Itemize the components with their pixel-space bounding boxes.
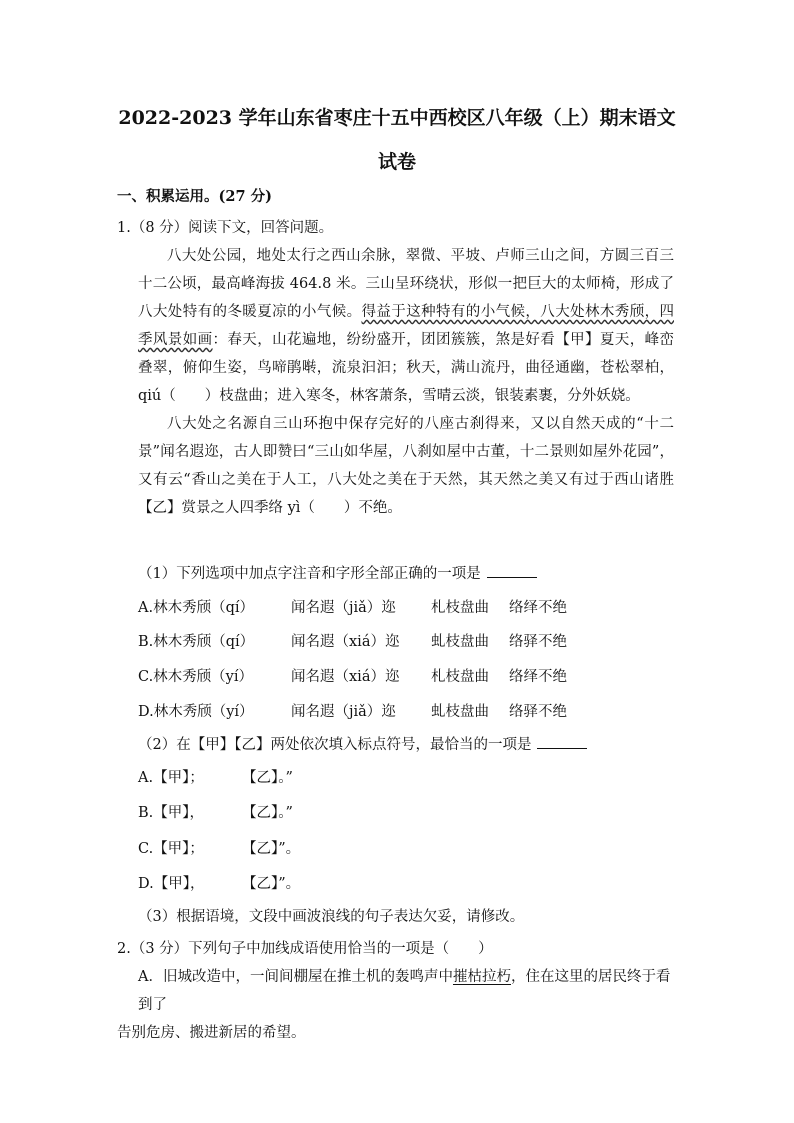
passage-paragraph-1 — [138, 242, 674, 410]
section-heading: 一、积累运用。(27 分) — [117, 188, 272, 205]
option-cell: 闻名遐（xiá）迩 — [291, 669, 400, 685]
sub-question-1-text: （1）下列选项中加点字注音和字形全部正确的一项是 — [138, 566, 481, 582]
option-cell: 络驿不绝 — [509, 634, 567, 650]
option-cell: 络驿不绝 — [509, 704, 567, 720]
option-cell: 札枝盘曲 — [431, 600, 489, 616]
option-cell: D.【甲】， — [138, 876, 205, 892]
page-title-continued: 试卷 — [377, 151, 416, 173]
passage-text: 八大处公园，地处太行之西山余脉，翠微、平坡、卢师三山之间，方圆三百三十二公顷，最高峰海拔 464.8 米。三山呈环绕状，形似一把巨大的太师椅，形成了八大处特有的冬暖夏凉的小气候。 — [138, 248, 674, 320]
sub-question-2 — [138, 733, 587, 754]
option-cell: D.林木秀颀（yí） — [138, 704, 254, 720]
answer-blank[interactable] — [487, 565, 537, 578]
option-cell: 络绎不绝 — [509, 669, 567, 685]
passage-paragraph-2: 八大处之名源自三山环抱中保存完好的八座古刹得来，又以自然天成的“十二景”闻名遐迩，古人即赞曰“三山如华屋，八刹如屋中古董，十二景则如屋外花园”，又有云“香山之美在于人工，八大处之美在于天然，其天然之美又有过于西山诸胜【乙】赏景之人四季络 yì（ ）不绝。 — [138, 416, 674, 516]
page-title: 2022-2023 学年山东省枣庄十五中西校区八年级（上）期末语文 — [118, 107, 676, 129]
option-text-continued: 告别危房、搬进新居的希望。 — [117, 1025, 306, 1041]
option-cell: 虬枝盘曲 — [431, 634, 489, 650]
option-cell: 札枝盘曲 — [431, 669, 489, 685]
reading-passage — [138, 242, 674, 522]
option-text: A．旧城改造中，一间间棚屋在推土机的轰鸣声中 — [138, 969, 453, 985]
question-2-stem: 2.（3 分）下列句子中加线成语使用恰当的一项是（ ） — [117, 941, 493, 957]
sub-question-1 — [138, 562, 537, 583]
option-cell: C.【甲】； — [138, 841, 204, 857]
passage-text: ：春天，山花遍地，纷纷盛开，团团簇簇，煞是好看【甲】夏天，峰峦叠翠，俯仰生姿，鸟啼鹃啭，流泉汩汩；秋天，满山流丹，曲径通幽，苍松翠柏，qiú（ ）枝盘曲；进入寒冬，林客萧条，雪晴云淡，银装素裹，分外妖娆。 — [138, 332, 674, 404]
option-cell: B.林木秀颀（qí） — [138, 634, 255, 650]
underlined-idiom: 摧枯拉朽 — [452, 969, 511, 985]
option-cell: 【乙】。” — [242, 805, 293, 821]
option-cell: C.林木秀颀（yí） — [138, 669, 254, 685]
question-2-option-a[interactable] — [117, 963, 674, 1047]
option-cell: 虬枝盘曲 — [431, 704, 489, 720]
option-cell: 【乙】”。 — [242, 841, 301, 857]
question-1-stem: 1.（8 分）阅读下文，回答问题。 — [117, 220, 334, 236]
option-cell: A.【甲】； — [138, 770, 204, 786]
option-cell: 闻名遐（jiǎ）迩 — [291, 600, 396, 616]
option-cell: 闻名遐（jiǎ）迩 — [291, 704, 396, 720]
wavy-underlined-sentence: 得益于这种特有的小气候，八大处林木秀颀，四季风景如画 — [138, 304, 674, 348]
sub-question-2-text: （2）在【甲】【乙】两处依次填入标点符号，最恰当的一项是 — [138, 737, 532, 753]
option-cell: 闻名遐（xiá）迩 — [291, 634, 400, 650]
option-cell: B.【甲】， — [138, 805, 205, 821]
option-text: ，住在这里的居民终于看到了 — [138, 969, 671, 1013]
sub-question-3: （3）根据语境，文段中画波浪线的句子表达欠妥，请修改。 — [138, 909, 525, 925]
option-cell: A.林木秀颀（qí） — [138, 600, 254, 616]
option-cell: 【乙】”。 — [242, 876, 301, 892]
option-cell: 【乙】。” — [242, 770, 293, 786]
option-cell: 络绎不绝 — [509, 600, 567, 616]
answer-blank[interactable] — [537, 736, 587, 749]
